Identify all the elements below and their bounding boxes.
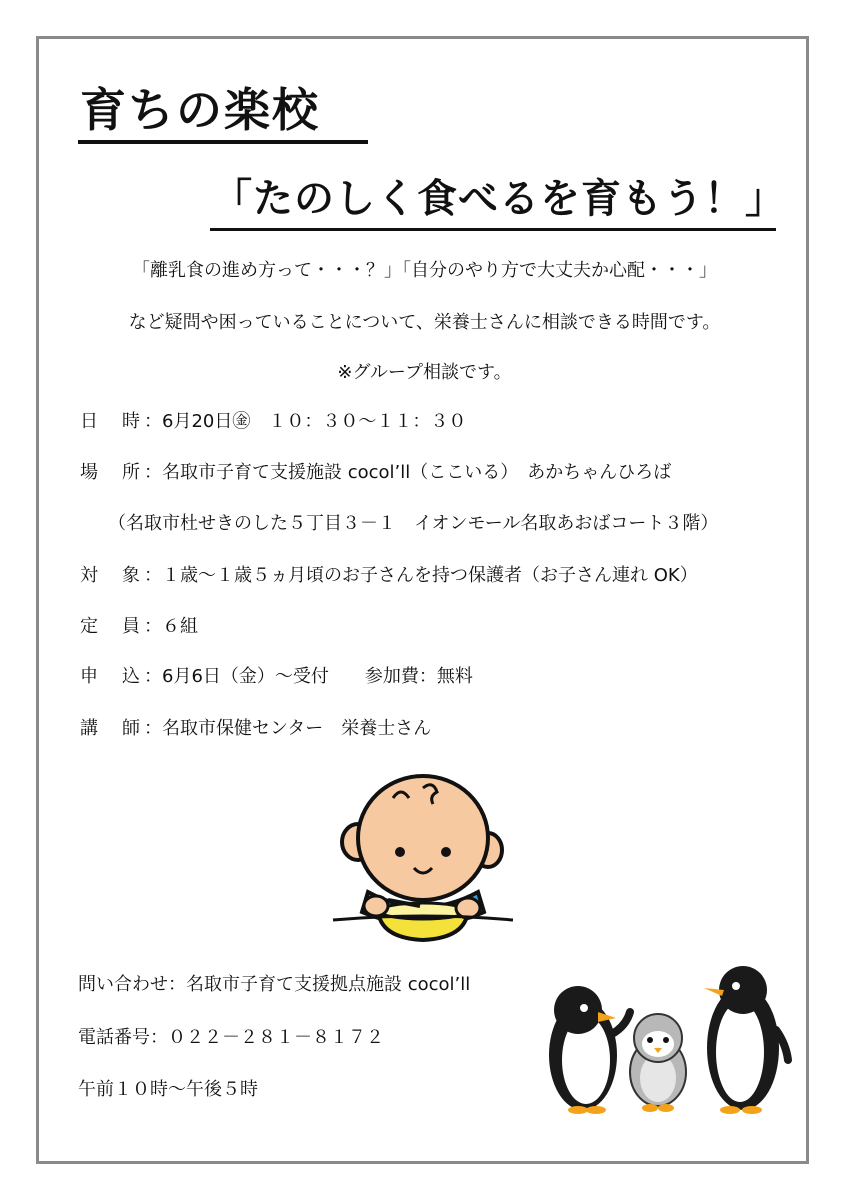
page-subtitle: 「たのしく食べるを育もう！」: [212, 176, 786, 222]
detail-datetime: 日 時 ：6月20日㊎ １０：３０～１１：３０: [80, 411, 467, 432]
penguin-family-illustration: [538, 960, 800, 1120]
intro-line-2: など疑問や困っていることについて、栄養士さんに相談できる時間です。: [128, 312, 721, 333]
detail-place: 場 所 ：名取市子育て支援施設 cocol’ll（ここいる） あかちゃんひろば: [80, 462, 672, 483]
contact-hours: 午前１０時～午後５時: [78, 1079, 258, 1100]
detail-address: （名取市杜せきのした５丁目３－１ イオンモール名取あおばコート３階）: [108, 513, 719, 534]
detail-lecturer: 講 師 ：名取市保健センター 栄養士さん: [80, 718, 432, 739]
title-underline: [78, 140, 368, 144]
subtitle-underline: [210, 228, 776, 231]
detail-application: 申 込 ：6月6日（金）～受付 参加費：無料: [80, 666, 473, 687]
detail-target: 対 象 ：１歳～１歳５ヵ月頃のお子さんを持つ保護者（お子さん連れ OK）: [80, 565, 698, 586]
detail-capacity: 定 員 ：６組: [80, 616, 198, 637]
baby-eating-illustration: [328, 760, 518, 950]
page-title: 育ちの楽校: [80, 83, 320, 137]
contact-phone: 電話番号：０２２－２８１－８１７２: [78, 1027, 384, 1048]
intro-line-1: 「離乳食の進め方って・・・？」「自分のやり方で大丈夫か心配・・・」: [132, 260, 717, 281]
intro-line-3: ※グループ相談です。: [337, 362, 512, 383]
contact-inquiry: 問い合わせ：名取市子育て支援拠点施設 cocol’ll: [78, 974, 471, 995]
